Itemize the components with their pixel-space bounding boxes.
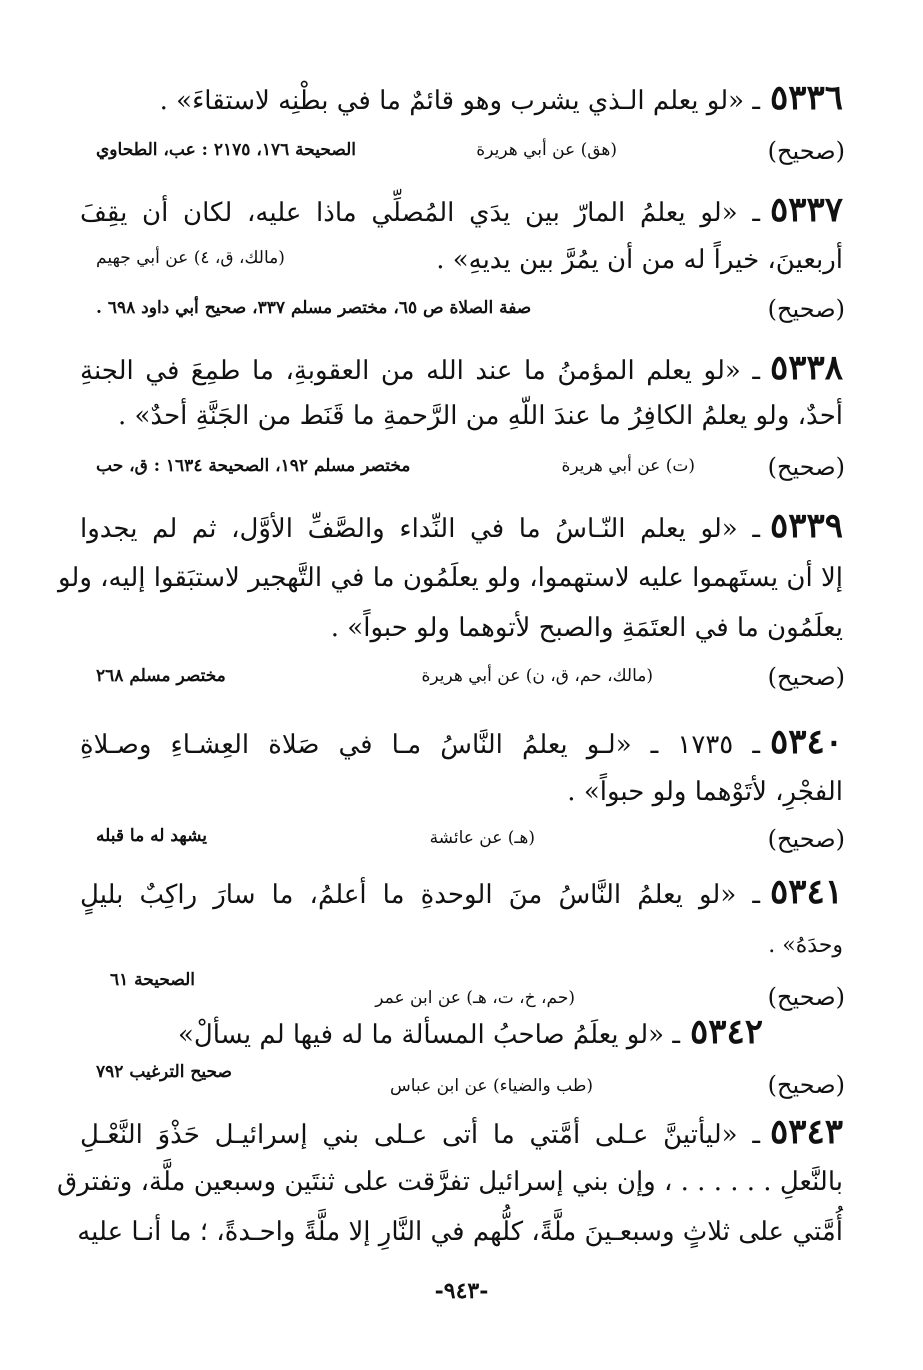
reference-5341: الصحيحة ٦١: [110, 970, 196, 990]
reference-5336: الصحيحة ١٧٦، ٢١٧٥ : عب، الطحاوي: [96, 140, 356, 160]
hadith-5339-line-3: يعلَمُون ما في العتَمَةِ والصبح لأتوهما ولو حبواً» .: [330, 613, 843, 643]
hadith-number: ٥٣٣٦: [769, 78, 843, 118]
reference-5337: صفة الصلاة ص ٦٥، مختصر مسلم ٣٣٧، صحيح أبي داود ٦٩٨ .: [96, 298, 532, 318]
attribution-5338: (ت) عن أبي هريرة: [561, 456, 695, 476]
hadith-5337-line-2: أربعينَ، خيراً له من أن يمُرَّ بين يديهِ» .: [436, 245, 843, 275]
hadith-5340-line-2: الفجْرِ، لأتَوْهما ولو حبواً» .: [567, 777, 843, 807]
grade-5341: (صحيح): [767, 983, 845, 1011]
hadith-5342-line-1: ٥٣٤٢ـ «لو يعلَمُ صاحبُ المسألة ما له فيها لم يسألْ»: [177, 1012, 763, 1052]
reference-5339: مختصر مسلم ٢٦٨: [96, 666, 226, 686]
grade-5342: (صحيح): [767, 1071, 845, 1099]
hadith-5338-line-2: أحدٌ، ولو يعلمُ الكافِرُ ما عندَ اللّهِ من الرَّحمةِ ما قَنَط من الجَنَّةِ أحدٌ» .: [118, 401, 843, 431]
hadith-number: ٥٣٤٣: [769, 1112, 843, 1152]
hadith-5338-line-1: ٥٣٣٨ـ «لو يعلم المؤمنُ ما عند الله من العقوبةِ، ما طمِعَ في الجنةِ: [80, 348, 843, 388]
attribution-5340: (هـ) عن عائشة: [429, 828, 535, 848]
hadith-5343-line-1: ٥٣٤٣ـ «ليأتينَّ عـلى أمَّتي ما أتى عـلى بني إسرائيـل حَذْوَ النَّعْـلِ: [80, 1112, 843, 1152]
reference-5340: يشهد له ما قبله: [96, 826, 207, 846]
grade-5339: (صحيح): [767, 663, 845, 691]
grade-5338: (صحيح): [767, 453, 845, 481]
attribution-5341: (حم، خ، ت، هـ) عن ابن عمر: [375, 988, 575, 1008]
hadith-number: ٥٣٤٢: [689, 1012, 763, 1052]
grade-5340: (صحيح): [767, 825, 845, 853]
reference-5342: صحيح الترغيب ٧٩٢: [96, 1062, 232, 1082]
hadith-5341-line-2: وحدَهُ» .: [768, 933, 843, 958]
hadith-number: ٥٣٣٧: [769, 190, 843, 230]
hadith-5339-line-1: ٥٣٣٩ـ «لو يعلم النّـاسُ ما في النِّداء والصَّفِّ الأوَّل، ثم لم يجدوا: [80, 506, 843, 546]
hadith-5340-line-1: ٥٣٤٠ـ ١٧٣٥ ـ «لـو يعلمُ النَّاسُ مـا في صَلاة العِشـاءِ وصـلاةِ: [80, 722, 843, 762]
hadith-5337-line-1: ٥٣٣٧ـ «لو يعلمُ المارّ بين يدَي المُصلِّي ماذا عليه، لكان أن يقِفَ: [80, 190, 843, 230]
hadith-5339-line-2: إلا أن يستَهموا عليه لاستهموا، ولو يعلَمُون ما في التَّهجير لاستبَقوا إليه، ولو: [57, 563, 843, 593]
hadith-number: ٥٣٤١: [769, 872, 843, 912]
attribution-5337: (مالك، ق، ٤) عن أبي جهيم: [96, 248, 285, 268]
hadith-number: ٥٣٤٠: [769, 722, 843, 762]
hadith-5343-line-3: أُمَّتي على ثلاثٍ وسبعـينَ ملَّةً، كلُّهم في النَّارِ إلا ملَّةً واحـدةً، ؛ ما أنـا عليه: [77, 1217, 843, 1247]
grade-5337: (صحيح): [767, 295, 845, 323]
hadith-5343-line-2: بالنَّعلِ . . . . . . ، وإن بني إسرائيل تفرَّقت على ثنتَين وسبعين ملَّة، وتفترق: [57, 1167, 843, 1197]
attribution-5342: (طب والضياء) عن ابن عباس: [390, 1076, 593, 1096]
hadith-5341-line-1: ٥٣٤١ـ «لو يعلمُ النَّاسُ منَ الوحدةِ ما أعلمُ، ما سارَ راكِبٌ بليلٍ: [80, 872, 843, 912]
hadith-number: ٥٣٣٩: [769, 506, 843, 546]
page-number: -٩٤٣-: [434, 1278, 489, 1304]
reference-5338: مختصر مسلم ١٩٢، الصحيحة ١٦٣٤ : ق، حب: [96, 456, 411, 476]
hadith-5336-line-1: ٥٣٣٦ـ «لو يعلم الـذي يشرب وهو قائمٌ ما في بطْنِه لاستقاءَ» .: [159, 78, 843, 118]
hadith-number: ٥٣٣٨: [769, 348, 843, 388]
attribution-5336: (هق) عن أبي هريرة: [476, 140, 617, 160]
attribution-5339: (مالك، حم، ق، ن) عن أبي هريرة: [421, 666, 653, 686]
grade-5336: (صحيح): [767, 137, 845, 165]
